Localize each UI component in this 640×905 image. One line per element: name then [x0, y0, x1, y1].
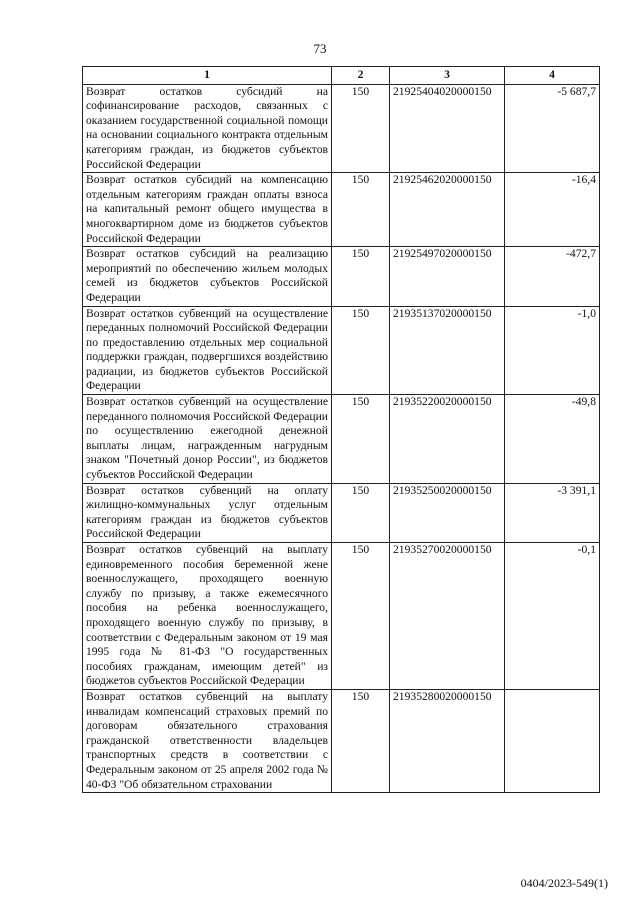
row-amount: -472,7 — [505, 247, 600, 306]
page-number: 73 — [313, 41, 327, 56]
row-description: Возврат остатков субвенций на выплату единовременного пособия беременной жене военнослужащего, проходящего военную службу по призыву, а также ежемесячного пособия на ребенка военнослужащего, проходящего военную службу по призыву, в соответствии с Федеральным законом от 19 мая 1995 года № 81-ФЗ "О государственных пособиях гражданам, имеющим детей" из бюджетов субъектов Российской Федерации — [83, 543, 332, 690]
row-admin-code: 150 — [332, 689, 390, 792]
row-description: Возврат остатков субвенций на оплату жилищно-коммунальных услуг отдельным категориям граждан из бюджетов субъектов Российской Федерации — [83, 483, 332, 542]
row-description: Возврат остатков субвенций на осуществление переданных полномочий Российской Федерации по предоставлению отдельных мер социальной поддержки граждан, подвергшихся воздействию радиации, из бюджетов субъектов Российской Федерации — [83, 306, 332, 395]
row-amount: -49,8 — [505, 395, 600, 484]
table-row — [83, 247, 600, 306]
row-amount: -5 687,7 — [505, 84, 600, 173]
table-row — [83, 84, 600, 173]
row-admin-code: 150 — [332, 306, 390, 395]
row-amount: -3 391,1 — [505, 483, 600, 542]
row-budget-code: 21925404020000150 — [390, 84, 505, 173]
row-admin-code: 150 — [332, 483, 390, 542]
row-budget-code: 21925462020000150 — [390, 173, 505, 247]
budget-table — [82, 66, 600, 793]
table-header-row — [83, 67, 600, 85]
row-amount: -16,4 — [505, 173, 600, 247]
row-description: Возврат остатков субвенций на выплату инвалидам компенсаций страховых премий по договорам обязательного страхования гражданской ответственности владельцев транспортных средств в соответствии с Федеральным законом от 25 апреля 2002 года № 40-ФЗ "Об обязательном страховании — [83, 689, 332, 792]
column-header: 1 — [83, 67, 332, 85]
row-amount — [505, 689, 600, 792]
row-budget-code: 21935270020000150 — [390, 543, 505, 690]
row-description: Возврат остатков субвенций на осуществление переданного полномочия Российской Федерации по осуществлению ежегодной денежной выплаты лицам, награжденным нагрудным знаком "Почетный донор России", из бюджетов субъектов Российской Федерации — [83, 395, 332, 484]
row-description: Возврат остатков субсидий на компенсацию отдельным категориям граждан оплаты взноса на капитальный ремонт общего имущества в многоквартирном доме из бюджетов субъектов Российской Федерации — [83, 173, 332, 247]
row-budget-code: 21935137020000150 — [390, 306, 505, 395]
row-admin-code: 150 — [332, 543, 390, 690]
column-header: 2 — [332, 67, 390, 85]
row-description: Возврат остатков субсидий на софинансирование расходов, связанных с оказанием государственной социальной помощи на основании социального контракта отдельным категориям граждан, из бюджетов субъектов Российской Федерации — [83, 84, 332, 173]
row-budget-code: 21935220020000150 — [390, 395, 505, 484]
table-row — [83, 483, 600, 542]
row-admin-code: 150 — [332, 84, 390, 173]
table-row — [83, 306, 600, 395]
row-admin-code: 150 — [332, 173, 390, 247]
table-row — [83, 395, 600, 484]
column-header: 3 — [390, 67, 505, 85]
document-footer-code: 0404/2023-549(1) — [520, 876, 608, 890]
column-header: 4 — [505, 67, 600, 85]
row-budget-code: 21925497020000150 — [390, 247, 505, 306]
row-amount: -0,1 — [505, 543, 600, 690]
table-row — [83, 173, 600, 247]
row-budget-code: 21935250020000150 — [390, 483, 505, 542]
row-amount: -1,0 — [505, 306, 600, 395]
row-description: Возврат остатков субсидий на реализацию мероприятий по обеспечению жильем молодых семей из бюджетов субъектов Российской Федерации — [83, 247, 332, 306]
row-admin-code: 150 — [332, 395, 390, 484]
row-budget-code: 21935280020000150 — [390, 689, 505, 792]
table-row — [83, 689, 600, 792]
table-row — [83, 543, 600, 690]
row-admin-code: 150 — [332, 247, 390, 306]
